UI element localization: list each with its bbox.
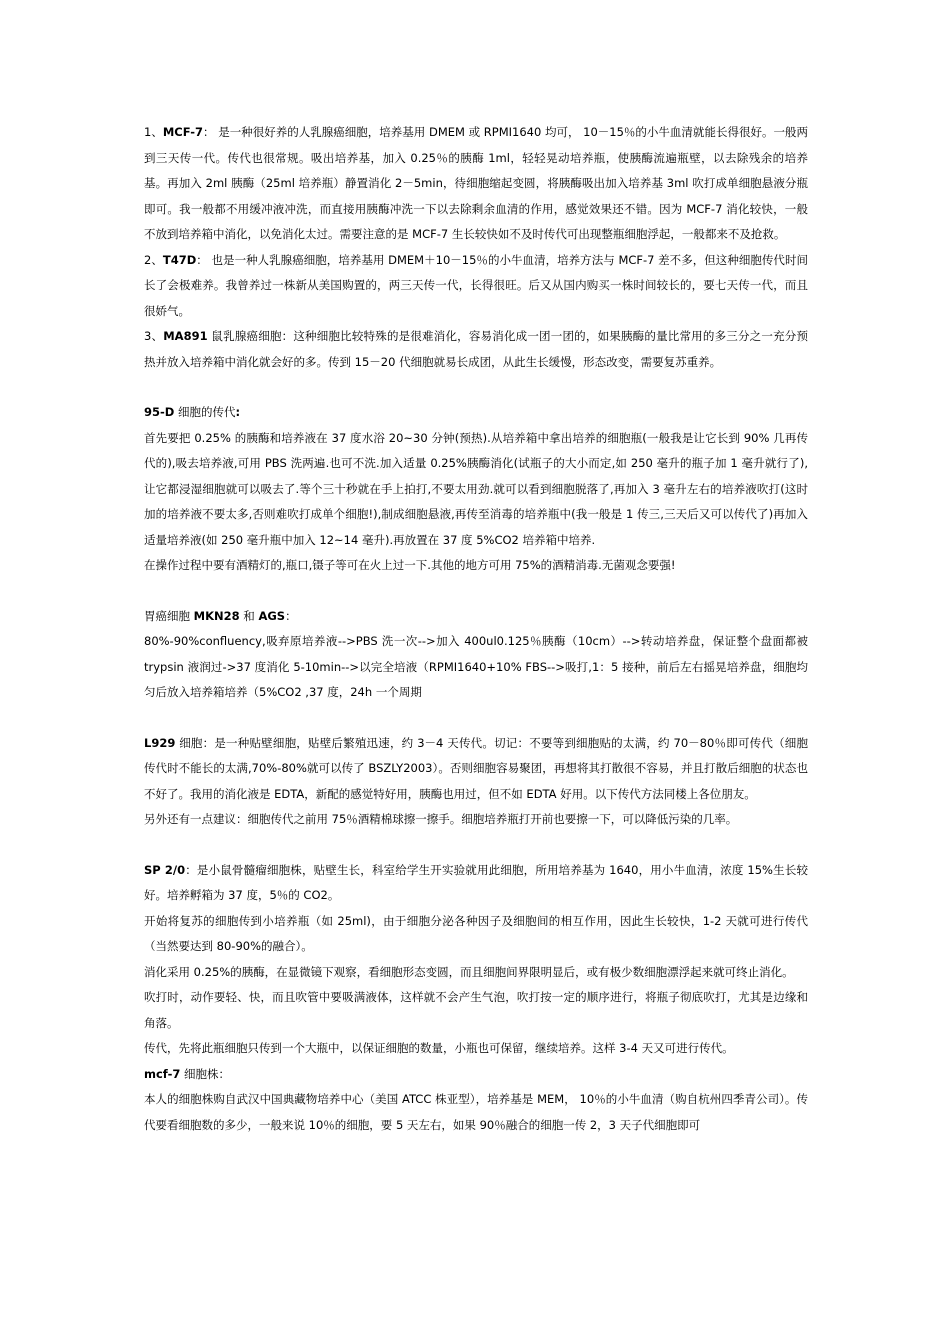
paragraph-t47d [144,248,808,325]
paragraph-mcf7 [144,120,808,248]
paragraph-ma891 [144,324,808,375]
paragraph-text: ： 也是一种人乳腺癌细胞，培养基用 DMEM＋10－15％的小牛血清，培养方法与 MCF-7 差不多，但这种细胞传代时间长了会极难养。我曾养过一株新从美国购置的，两三天传一代，长得很旺。后又从国内购买一株时间较长的，要七天传一代，而且很娇气。 [144,252,808,318]
heading-text: ： [285,608,297,623]
paragraph-sp20 [144,858,808,909]
paragraph-l929 [144,731,808,808]
heading-gastric [144,604,808,630]
paragraph-text: ： 是一种很好养的人乳腺癌细胞，培养基用 DMEM 或 RPMI1640 均可， 10－15％的小牛血清就能长得很好。一般两到三天传一代。传代也很常规。吸出培养基，加入 0.25％的胰酶 1ml，轻轻晃动培养瓶，使胰酶流遍瓶壁，以去除残余的培养基。再加入 2ml 胰酶（25ml 培养瓶）静置消化 2－5min，待细胞缩起变圆，将胰酶吸出加入培养基 3ml 吹打成单细胞悬液分瓶即可。我一般都不用缓冲液冲洗，而直接用胰酶冲洗一下以去除剩余血清的作用，感觉效果还不错。因为 MCF-7 消化较快，一般不放到培养箱中消化，以免消化太过。需要注意的是 MCF-7 生长较快如不及时传代可出现整瓶细胞浮起，一般都来不及抢救。 [144,125,808,241]
heading-text: 胃癌细胞 [144,608,194,623]
item-number: 2、 [144,252,163,267]
paragraph-sp20-pipette: 吹打时，动作要轻、快，而且吹管中要吸满液体，这样就不会产生气泡，吹打按一定的顺序进行，将瓶子彻底吹打，尤其是边缘和角落。 [144,990,808,1030]
cell-line-name: T47D [162,252,197,267]
cell-line-name: 95-D [144,405,175,419]
item-number: 3、 [144,329,164,343]
cell-line-name: L929 [144,735,176,750]
heading-text: 细胞株： [180,1066,231,1081]
spacer [144,833,808,858]
paragraph-95d-procedure: 首先要把 0.25% 的胰酶和培养液在 37 度水浴 20~30 分钟(预热).从培养箱中拿出培养的细胞瓶(一般我是让它长到 90% 几再传代的),吸去培养液,可用 PBS 洗两遍.也可不洗.加入适量 0.25%胰酶消化(试瓶子的大小而定,如 250 毫升的瓶子加 1 毫升就行了),让它都浸湿细胞就可以吸去了.等个三十秒就在手上拍打,不要太用劲.就可以看到细胞脱落了,再加入 3 毫升左右的培养液吹打(这时加的培养液不要太多,否则难吹打成单个细胞!),制成细胞悬液,再传至消毒的培养瓶中(我一般是 1 传三,三天后又可以传代了)再加入适量培养液(如 250 毫升瓶中加入 12~14 毫升).再放置在 37 度 5%CO2 培养箱中培养. [144,430,808,547]
heading-colon: : [235,405,241,419]
cell-line-name: MKN28 [193,608,240,623]
paragraph-text: 鼠乳腺癌细胞：这种细胞比较特殊的是很难消化，容易消化成一团一团的，如果胰酶的量比常用的多三分之一充分预热并放入培养箱中消化就会好的多。传到 15－20 代细胞就易长成团，从此生长缓慢，形态改变，需要复苏重养。 [144,329,808,369]
cell-line-name: SP 2/0 [144,862,186,877]
cell-line-name: MA891 [163,329,208,343]
cell-line-name: MCF-7 [162,125,204,139]
cell-line-name: mcf-7 [144,1066,181,1081]
paragraph-sp20-digest: 消化采用 0.25%的胰酶，在显微镜下观察，看细胞形态变圆，而且细胞间界限明显后，或有极少数细胞漂浮起来就可终止消化。 [144,964,794,979]
paragraph-gastric-procedure: 80%-90%confluency,吸弃原培养液-->PBS 洗一次-->加入 400ul0.125％胰酶（10cm）-->转动培养盘，保证整个盘面都被 trypsin 液润过->37 度消化 5-10min-->以完全培液（RPMI1640+10% FBS-->吸打,1：5 接种，前后左右摇晃培养盘，细胞均匀后放入培养箱培养（5%CO2 ,37 度，24h 一个周期 [144,634,808,699]
spacer [144,375,808,400]
spacer [144,579,808,604]
paragraph-sp20-start: 开始将复苏的细胞传到小培养瓶（如 25ml)，由于细胞分泌各种因子及细胞间的相互作用，因此生长较快，1-2 天就可进行传代（当然要达到 80-90%的融合）。 [144,913,808,953]
paragraph-mcf7-line: 本人的细胞株购自武汉中国典藏物培养中心（美国 ATCC 株亚型），培养基是 MEM， 10％的小牛血清（购自杭州四季青公司）。传代要看细胞数的多少，一般来说 10％的细胞，要 5 天左右，如果 90％融合的细胞一传 2，3 天子代细胞即可 [144,1092,808,1132]
paragraph-l929-tip: 另外还有一点建议：细胞传代之前用 75％酒精棉球擦一擦手。细胞培养瓶打开前也要擦一下，可以降低污染的几率。 [144,812,738,826]
heading-text: 和 [239,608,259,623]
cell-line-name: AGS [258,608,286,623]
paragraph-95d-note: 在操作过程中要有酒精灯的,瓶口,镊子等可在火上过一下.其他的地方可用 75%的酒精消毒.无菌观念要强! [144,558,676,572]
paragraph-text: ：是小鼠骨髓瘤细胞株，贴壁生长，科室给学生开实验就用此细胞，所用培养基为 1640，用小牛血清，浓度 15%生长较好。培养孵箱为 37 度，5％的 CO2。 [144,862,808,902]
heading-95d [144,400,808,426]
heading-mcf7-line [144,1062,808,1088]
paragraph-sp20-passage: 传代，先将此瓶细胞只传到一个大瓶中，以保证细胞的数量，小瓶也可保留，继续培养。这样 3-4 天又可进行传代。 [144,1041,734,1055]
paragraph-text: 细胞：是一种贴壁细胞，贴壁后繁殖迅速，约 3－4 天传代。切记：不要等到细胞贴的太满，约 70－80％即可传代（细胞传代时不能长的太满,70%-80%就可以传了 BSZLY2003）。否则细胞容易聚团，再想将其打散很不容易，并且打散后细胞的状态也不好了。我用的消化液是 EDTA，新配的感觉特好用，胰酶也用过，但不如 EDTA 好用。以下传代方法同楼上各位朋友。 [144,735,808,801]
item-number: 1、 [144,125,163,139]
document-body [144,120,808,1138]
heading-text: 细胞的传代 [174,405,236,419]
spacer [144,706,808,731]
